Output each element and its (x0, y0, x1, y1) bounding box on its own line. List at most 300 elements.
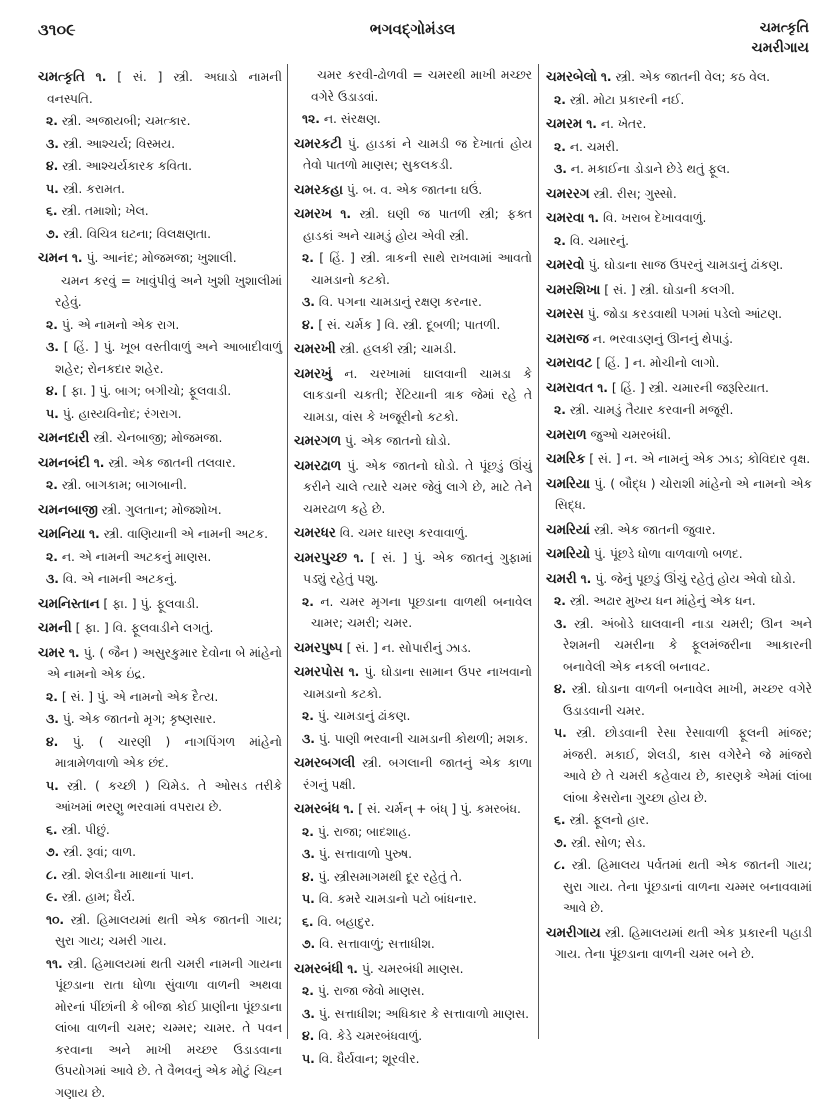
definition: પું. એક જાતનો મૃગ; કૃષ્ણસાર. (63, 712, 216, 726)
headword: ચમર (38, 646, 65, 661)
dictionary-entry (546, 520, 812, 542)
dictionary-entry (546, 255, 812, 277)
dictionary-entry (38, 67, 282, 110)
headword: ચમરગળ (294, 434, 341, 449)
dictionary-entry (38, 248, 282, 270)
dictionary-entry (294, 548, 532, 591)
headword: ચમરાજ (546, 332, 589, 347)
sense-number: ૨. (302, 251, 314, 265)
definition: સ્ત્રી. શેલડીના માથાનાં પાન. (61, 868, 194, 882)
sense-number: ૨. (554, 93, 566, 107)
definition: પું. બ. વ. એક જાતના ઘઉં. (347, 183, 482, 197)
definition: પું. સત્તાધીશ; અધિકાર કે સત્તાવાળો માણસ. (319, 1007, 529, 1021)
headword: ચમરકટી (294, 137, 342, 152)
headword: ચમરાળ (546, 428, 587, 443)
definition: પું. ( જૈન ) અસુરકુમાર દેવોના બે માંહેનો એ નામનો એક ઇંદ્ર. (47, 646, 282, 682)
sense-number: ૧. (343, 802, 354, 816)
definition: [ હિં. ] પું. ખૂબ વસ્તીવાળું અને આબાદીવાળું શહેર; રોનકદાર શહેર. (55, 340, 282, 376)
entry-sense (546, 723, 812, 809)
definition: સ્ત્રી. ઘોડાના વાળની બનાવેલ માખી, મચ્છર વગેરે ઉડાડવાની ચમર. (563, 682, 812, 718)
sense-number: ૭. (46, 227, 59, 241)
definition: ન. સંરક્ષણ. (324, 112, 381, 126)
dictionary-entry (38, 594, 282, 616)
sense-number: ૬. (302, 915, 314, 929)
sense-number: ૪. (302, 1029, 314, 1043)
entry-sense (38, 910, 282, 953)
definition: સ્ત્રી. રીસ; ગુસ્સો. (593, 187, 676, 201)
entry-sense (546, 833, 812, 855)
entry-sense (294, 729, 532, 751)
headword: ચમરબંધી (294, 962, 343, 977)
headword: ચમરપુચ્છ (294, 551, 347, 566)
definition: સ્ત્રી. હિમાલય પર્વતમાં થતી એક જાતની ગાય; સુરા ગાય. તેના પૂંછડાનાં વાળના ચમ્મર બનાવવામાં આવે છે. (563, 858, 812, 915)
definition: સ્ત્રી. પીછું. (61, 823, 109, 837)
guide-words (752, 18, 809, 58)
entry-sense (294, 1026, 532, 1048)
entry-sense (38, 111, 282, 133)
entry-sense (38, 569, 282, 591)
definition: સ્ત્રી. અંબોડે ઘાલવાની નાડા ચમરી; ઊન અને રેશમની ચમરીના કે ફૂલમંજરીના આકારની બનાવેલી એક નકલી બનાવટ. (563, 617, 812, 674)
definition: સ્ત્રી. એક જાતની વેલ; કઠ વેલ. (616, 70, 771, 84)
page-number: ૩૧૦૯ (38, 20, 76, 40)
definition: વિ. ચમર ધારણ કરવાવાળું. (340, 526, 468, 540)
sense-number: ૨. (46, 114, 58, 128)
sense-number: ૭. (46, 845, 59, 859)
definition: વિ. ખરાબ દેખાવવાળું. (603, 211, 706, 225)
sense-number: ૧. (353, 551, 364, 565)
definition: ન. ખેતર. (601, 117, 647, 131)
entry-sense (294, 592, 532, 635)
definition: ન. ભરવાડણનું ઊનનું થેપાડું. (593, 332, 733, 346)
sense-number: ૬. (46, 204, 58, 218)
entry-sense (38, 865, 282, 887)
headword: ચમનબંદી (38, 456, 90, 471)
headword: ચમરબગલી (294, 756, 355, 771)
dictionary-entry (546, 184, 812, 206)
definition: સ્ત્રી. ચામડું તૈયાર કરવાની મજૂરી. (570, 403, 734, 417)
sense-number: ૭. (302, 937, 315, 951)
entry-sense (546, 679, 812, 722)
definition: સ્ત્રી. સોળ; સેડ. (571, 836, 646, 850)
entry-sense (38, 687, 282, 709)
definition: [ સં. ] સ્ત્રી. ઘોડાની કલગી. (604, 283, 734, 297)
dictionary-entry (38, 428, 282, 450)
headword: ચમનબાજી (38, 503, 98, 518)
entry-sense (546, 400, 812, 422)
definition: ન. ચમરી. (570, 140, 619, 154)
dictionary-entry (546, 353, 812, 375)
sense-number: ૧. (347, 962, 358, 976)
dictionary-entry (546, 923, 812, 966)
headword: ચમરિક (546, 452, 585, 467)
definition: ન. એ નામની અટકનું માણસ. (62, 550, 211, 564)
sense-number: ૨. (46, 478, 58, 492)
headword: ચમન (38, 251, 68, 266)
dictionary-entry (294, 638, 532, 660)
definition: [ સં. ] પું. એક જાતનું ગુફામાં પડ્યું રહેતું પશુ. (303, 551, 532, 587)
entry-sense (38, 404, 282, 426)
headword: ચમરખ (294, 207, 332, 222)
sense-number: ૮. (46, 868, 57, 882)
sense-number: ૫. (302, 1052, 315, 1066)
entry-sense (38, 547, 282, 569)
entry-sense (294, 109, 532, 131)
sense-number: ૫. (302, 892, 315, 906)
sense-number: ૧. (94, 456, 105, 470)
sense-number: ૩. (46, 137, 59, 151)
sense-number: ૪. (46, 384, 58, 398)
entry-sense (294, 981, 532, 1003)
sense-number: ૪. (46, 735, 58, 749)
dictionary-entry (38, 500, 282, 522)
definition: પું. પૂંછડે ધોળા વાળવાળો બળદ. (594, 547, 743, 561)
dictionary-column-2 (294, 64, 532, 1070)
sense-number: ૧. (597, 381, 608, 395)
sense-number: ૩. (46, 340, 59, 354)
headword: ચમરસ (546, 307, 584, 322)
definition: પું. ચમરબંધી માણસ. (362, 962, 464, 976)
sense-number: ૪. (302, 870, 314, 884)
definition: પું. ચામડાનું ઢાંકણ. (318, 709, 411, 723)
entry-sense (294, 292, 532, 314)
definition: વિ. ધૈર્યવાન; શૂરવીર. (319, 1052, 420, 1066)
definition: જુઓ ચમરબંધી. (590, 428, 671, 442)
dictionary-entry (546, 304, 812, 326)
sense-number: ૫. (46, 779, 59, 793)
definition: સ્ત્રી. બાગકામ; બાગબાની. (62, 478, 187, 492)
dictionary-entry (546, 449, 812, 471)
entry-sense (38, 201, 282, 223)
headword: ચમરમ (546, 117, 582, 132)
definition: પું. આનંદ; મોજમજા; ખુશાલી. (86, 251, 236, 265)
headword: ચમરીગાય (546, 926, 601, 941)
dictionary-entry (294, 339, 532, 361)
definition: વિ. કમરે ચામડાનો પટો બાંધનાર. (319, 892, 477, 906)
headword: ચમરવા (546, 211, 584, 226)
headword: ચમનદારી (38, 431, 89, 446)
dictionary-entry (294, 431, 532, 453)
definition: સ્ત્રી. અઢાર મુખ્ય ધન માંહેનું એક ધન. (570, 594, 756, 608)
definition: વિ. પગના ચામડાનું રક્ષણ કરનાર. (319, 295, 482, 309)
definition: સ્ત્રી. ઘણી જ પાતળી સ્ત્રી; ફક્ત હાડકાં અને ચામડું હોય એવી સ્ત્રી. (303, 207, 532, 243)
definition: [ સં. ] ન. સોપારીનું ઝાડ. (347, 641, 472, 655)
definition: પું. જોડા કરડવાથી પગમાં પડેલો આંટણ. (588, 307, 783, 321)
definition: સ્ત્રી. હામ; ધૈર્ય. (62, 890, 135, 904)
sense-number: ૫. (46, 407, 59, 421)
entry-sense (38, 820, 282, 842)
headword: ચમરબેલો (546, 70, 597, 85)
entry-sense (546, 231, 812, 253)
sense-number: ૪. (302, 318, 314, 332)
dictionary-entry (546, 208, 812, 230)
sense-number: ૫. (554, 726, 567, 740)
entry-sense (294, 248, 532, 291)
headword: ચમરશિખા (546, 283, 600, 298)
entry-sense (294, 934, 532, 956)
definition: સ્ત્રી. હલકી સ્ત્રી; ચામડી. (340, 342, 457, 356)
headword: ચમરરગ (546, 187, 589, 202)
entry-sense (38, 315, 282, 337)
dictionary-entry (38, 618, 282, 640)
definition: સ્ત્રી. એક જાતની તલવાર. (108, 456, 235, 470)
dictionary-entry (294, 799, 532, 821)
headword: ચમરખું (294, 367, 332, 382)
definition: પું. જેનું પૂછડું ઊંચું રહેતું હોય એવો ઘોડો. (595, 572, 796, 586)
entry-sense (546, 855, 812, 920)
definition: વિ. એ નામની અટકનું. (63, 572, 177, 586)
sense-number: ૩. (302, 732, 315, 746)
definition: [ હિં. ] સ્ત્રી. ત્રાકની સાથે રાખવામાં આવતો ચામડાનો કટકો. (311, 251, 532, 287)
entry-sense (38, 954, 282, 1104)
entry-sense (294, 912, 532, 934)
headword: ચમનિયા (38, 527, 85, 542)
definition: ન. મકાઈના ડોડાને છેડે થતું ફૂલ. (571, 162, 730, 176)
definition: સ્ત્રી. બગલાની જાતનું એક કાળા રંગનું પક્ષી. (303, 756, 532, 792)
definition: પું. રાજા જેવો માણસ. (318, 984, 425, 998)
definition: સ્ત્રી. ચેનબાજી; મોજમજા. (93, 431, 222, 445)
definition: [ ફા. ] પું. ફૂલવાડી. (103, 597, 199, 611)
entry-sense (38, 842, 282, 864)
entry-sense (294, 822, 532, 844)
dictionary-entry (294, 134, 532, 177)
dictionary-entry (546, 280, 812, 302)
entry-sense (294, 1049, 532, 1071)
definition: પું. પાણી ભરવાની ચામડાની કોથળી; મશક. (319, 732, 528, 746)
sense-number: ૧. (581, 572, 592, 586)
headword: ચમરાવટ (546, 356, 592, 371)
column-divider (538, 64, 539, 1039)
guide-word-last: ચમરીગાય (752, 38, 809, 58)
headword: ચમરકહા (294, 183, 343, 198)
definition: સ્ત્રી. છોડવાની રેસા રેસાવાળી ફૂલની માંજર; મંજરી. મકાઈ, શેલડી, કાસ વગેરેને જે માંજરો આવે છે તે ચમરી કહેવાય છે, કારણકે એમાં લાંબા લાંબા કેસરોના ગુચ્છા હોય છે. (563, 726, 812, 805)
dictionary-entry (294, 959, 532, 981)
headword: ચમરિયાં (546, 523, 590, 538)
definition: સ્ત્રી. હિમાલયમાં થતી એક જાતની ગાય; સુરા ગાય; ચમરી ગાય. (55, 913, 282, 949)
sense-number: ૧૧. (46, 957, 63, 971)
dictionary-entry (294, 180, 532, 202)
dictionary-entry (546, 474, 812, 517)
definition: સ્ત્રી. એક જાતની જુવાર. (594, 523, 716, 537)
phrase-text: ચમર કરવી-ઢોળવી = ચમરથી માખી મચ્છર વગેરે ઉડાડવાં. (311, 68, 532, 104)
sense-number: ૯. (46, 890, 58, 904)
entry-sense (38, 134, 282, 156)
headword: ચમરધર (294, 526, 336, 541)
dictionary-column-1 (38, 64, 282, 1104)
definition: સ્ત્રી. અજાયબી; ચમત્કાર. (62, 114, 191, 128)
headword: ચમરી (546, 572, 577, 587)
dictionary-entry (546, 114, 812, 136)
sense-number: ૬. (46, 823, 58, 837)
sense-number: ૧. (588, 211, 599, 225)
definition: [ સં. ] ન. એ નામનું એક ઝાડ; કોવિદાર વૃક્ષ. (589, 452, 810, 466)
entry-sense (546, 137, 812, 159)
definition: પું. હાસ્યવિનોદ; રંગરાગ. (63, 407, 182, 421)
definition: પું. રાજા; બાદશાહ. (318, 825, 411, 839)
sense-number: ૧૦. (46, 913, 64, 927)
dictionary-entry (294, 364, 532, 429)
headword: ચમત્કૃતિ (38, 70, 85, 85)
sense-number: ૧. (340, 207, 351, 221)
dictionary-entry (546, 67, 812, 89)
sense-number: ૨. (302, 709, 314, 723)
dictionary-entry (38, 453, 282, 475)
headword: ચમરિયો (546, 547, 590, 562)
definition: પું. ( ચારણી ) નાગપિંગળ માંહેનો માત્રામેળવાળો એક છંદ. (55, 735, 282, 771)
sense-number: ૩. (46, 572, 59, 586)
definition: પું. એક જાતનો ઘોડો. તે પૂંછડું ઊંચું કરીને ચાલે ત્યારે ચમર જેવું લાગે છે, માટે તેને ચમરઢાળ કહે છે. (303, 459, 532, 516)
sense-number: ૪. (46, 159, 58, 173)
headword: ચમરપુષ્પ (294, 641, 343, 656)
sense-number: ૧. (72, 251, 83, 265)
dictionary-entry (546, 544, 812, 566)
entry-sense (294, 889, 532, 911)
definition: વિ. બહાદુર. (317, 915, 374, 929)
dictionary-entry (294, 523, 532, 545)
definition: ન. ચમર મૃગના પૂછડાના વાળથી બનાવેલ ચામર; ચમરી; ચમર. (311, 595, 532, 631)
dictionary-entry (294, 204, 532, 247)
sense-number: ૨. (554, 140, 566, 154)
definition: સ્ત્રી. તમાશો; ખેલ. (61, 204, 148, 218)
definition: સ્ત્રી. રૂવાં; વાળ. (63, 845, 136, 859)
definition: પું. એ નામનો એક રાગ. (62, 318, 180, 332)
sense-number: ૧. (601, 70, 612, 84)
sense-number: ૬. (554, 813, 566, 827)
definition: સ્ત્રી. ( કચ્છી ) ચિમેડ. તે ઓસડ તરીકે આંખમાં ભરણુ ભરવામાં વપરાય છે. (55, 779, 282, 815)
entry-sense (38, 887, 282, 909)
dictionary-entry (294, 456, 532, 521)
entry-sense (38, 179, 282, 201)
sense-number: ૮. (554, 858, 565, 872)
definition: પું. હાડકાં ને ચામડી જ દેખાતાં હોય તેવો પાતળો માણસ; સુકલકડી. (303, 137, 532, 173)
definition: સ્ત્રી. ગુલતાન; મોજશોખ. (102, 503, 222, 517)
headword: ચમની (38, 621, 72, 636)
definition: સ્ત્રી. વાણિયાની એ નામની અટક. (104, 527, 268, 541)
entry-sense (546, 159, 812, 181)
definition: પું. ( બૌદ્ધ ) ચોરાશી માંહેનો એ નામનો એક સિદ્ધ. (555, 477, 812, 513)
headword: ચમરખી (294, 342, 336, 357)
headword: ચમરવો (546, 258, 585, 273)
sense-number: ૨. (302, 825, 314, 839)
definition: [ ફા. ] પું. બાગ; બગીચો; ફૂલવાડી. (62, 384, 231, 398)
entry-sense (38, 381, 282, 403)
dictionary-column-3 (546, 64, 812, 966)
sense-number: ૧. (69, 646, 80, 660)
dictionary-entry (294, 753, 532, 796)
definition: સ્ત્રી. કરામત. (63, 182, 125, 196)
sense-number: ૨. (554, 594, 566, 608)
definition: [ સં. ] સ્ત્રી. અઘાડો નામની વનસ્પતિ. (47, 70, 282, 106)
dictionary-entry (546, 329, 812, 351)
definition: સ્ત્રી. આશ્ચર્ય; વિસ્મય. (63, 137, 175, 151)
definition: [ સં. ચર્મક ] વિ. સ્ત્રી. દૂબળી; પાતળી. (318, 318, 500, 332)
sense-number: ૨. (46, 318, 58, 332)
definition: પું. સ્ત્રીસમાગમથી દૂર રહેતું તે. (318, 870, 462, 884)
sense-number: ૧૨. (302, 112, 320, 126)
definition: સ્ત્રી. હિમાલયમાં થતી એક પ્રકારની પહાડી ગાય. તેના પૂંછડાના વાળની ચમર બને છે. (555, 926, 812, 962)
entry-sense (546, 591, 812, 613)
dictionary-entry (546, 569, 812, 591)
entry-sense (294, 706, 532, 728)
sense-number: ૩. (46, 712, 59, 726)
entry-sense (294, 867, 532, 889)
definition: વિ. ચમારનું. (570, 234, 629, 248)
definition: પું. ઘોડાના સામાન ઉપર નાખવાનો ચામડાનો કટકો. (303, 665, 532, 701)
entry-sense (38, 337, 282, 380)
entry-sense (294, 315, 532, 337)
entry-sense (38, 475, 282, 497)
guide-word-first: ચમત્કૃતિ (752, 18, 809, 38)
entry-sense (38, 732, 282, 775)
headword: ચમરબંધ (294, 802, 340, 817)
sense-number: ૫. (46, 182, 59, 196)
definition: સ્ત્રી. હિમાલયમાં થતી ચમરી નામની ગાયના પૂંછડાના રાતા ધોળા સુંવાળા વાળની અથવા મોરનાં પીંછાંની કે બીજા કોઈ પ્રાણીના પૂંછડાના લાંબા વાળની ચમર; ચમ્મર; ચામર. તે પવન કરવાના અને માખી મચ્છર ઉડાડવાના ઉપયોગમાં આવે છે. તે વૈભવનું એક મોટું ચિહ્ન ગણાય છે. (55, 957, 282, 1100)
dictionary-entry (38, 524, 282, 546)
entry-sense (38, 776, 282, 819)
definition: સ્ત્રી. આશ્ચર્યકારક કવિતા. (62, 159, 192, 173)
sense-number: ૪. (554, 682, 566, 696)
sense-number: ૧. (586, 117, 597, 131)
column-divider (287, 64, 288, 1039)
dictionary-entry (294, 662, 532, 705)
entry-sense (294, 844, 532, 866)
sense-number: ૨. (46, 550, 58, 564)
definition: સ્ત્રી. ફૂલનો હાર. (569, 813, 649, 827)
definition: [ હિં. ] સ્ત્રી. ચમારની જરૂરિયાત. (612, 381, 769, 395)
usage-phrase (38, 271, 282, 314)
sense-number: ૨. (46, 690, 58, 704)
definition: પું. ઘોડાના સાજ ઉપરનું ચામડાનું ઢાંકણ. (588, 258, 783, 272)
definition: સ્ત્રી. મોટા પ્રકારની નઈ. (570, 93, 684, 107)
sense-number: ૩. (302, 1007, 315, 1021)
sense-number: ૩. (302, 295, 315, 309)
definition: પું. એક જાતનો ઘોડો. (345, 434, 451, 448)
usage-phrase (294, 65, 532, 108)
dictionary-entry (38, 643, 282, 686)
entry-sense (546, 614, 812, 679)
definition: વિ. સત્તાવાળું; સત્તાધીશ. (319, 937, 435, 951)
definition: [ હિં. ] ન. મોચીનો લાગો. (596, 356, 719, 370)
definition: [ ફા. ] વિ. ફૂલવાડીને લગતું. (76, 621, 214, 635)
definition: પું. સત્તાવાળો પુરુષ. (319, 847, 412, 861)
sense-number: ૨. (302, 984, 314, 998)
definition: ન. ચરખામાં ઘાલવાની ચામડા કે લાકડાની ચકતી; રેંટિયાની ત્રાક જેમાં રહે તે ચામડા, વાંસ કે ખજૂરીનો કટકો. (303, 367, 532, 424)
sense-number: ૭. (554, 836, 567, 850)
definition: વિ. કેડે ચમરબંધવાળું. (318, 1029, 422, 1043)
definition: [ સં. ચર્મન્ + બંધ્ ] પું. કમરબંધ. (358, 802, 521, 816)
definition: [ સં. ] પું. એ નામનો એક દૈત્ય. (62, 690, 218, 704)
sense-number: ૨. (554, 234, 566, 248)
headword: ચમરપોસ (294, 665, 344, 680)
sense-number: ૨. (302, 595, 314, 609)
sense-number: ૧. (349, 665, 360, 679)
entry-sense (294, 1004, 532, 1026)
sense-number: ૩. (302, 847, 315, 861)
dictionary-entry (546, 425, 812, 447)
dictionary-entry (546, 378, 812, 400)
sense-number: ૧. (89, 527, 100, 541)
headword: ચમરિયા (546, 477, 590, 492)
sense-number: ૨. (554, 403, 566, 417)
sense-number: ૧. (96, 70, 107, 84)
entry-sense (546, 810, 812, 832)
entry-sense (38, 224, 282, 246)
entry-sense (38, 156, 282, 178)
sense-number: ૩. (554, 617, 567, 631)
headword: ચમરાવત (546, 381, 593, 396)
book-title: ભગવદ્ગોમંડલ (0, 20, 825, 38)
sense-number: ૩. (554, 162, 567, 176)
definition: સ્ત્રી. વિચિત્ર ઘટના; વિલક્ષણતા. (63, 227, 211, 241)
